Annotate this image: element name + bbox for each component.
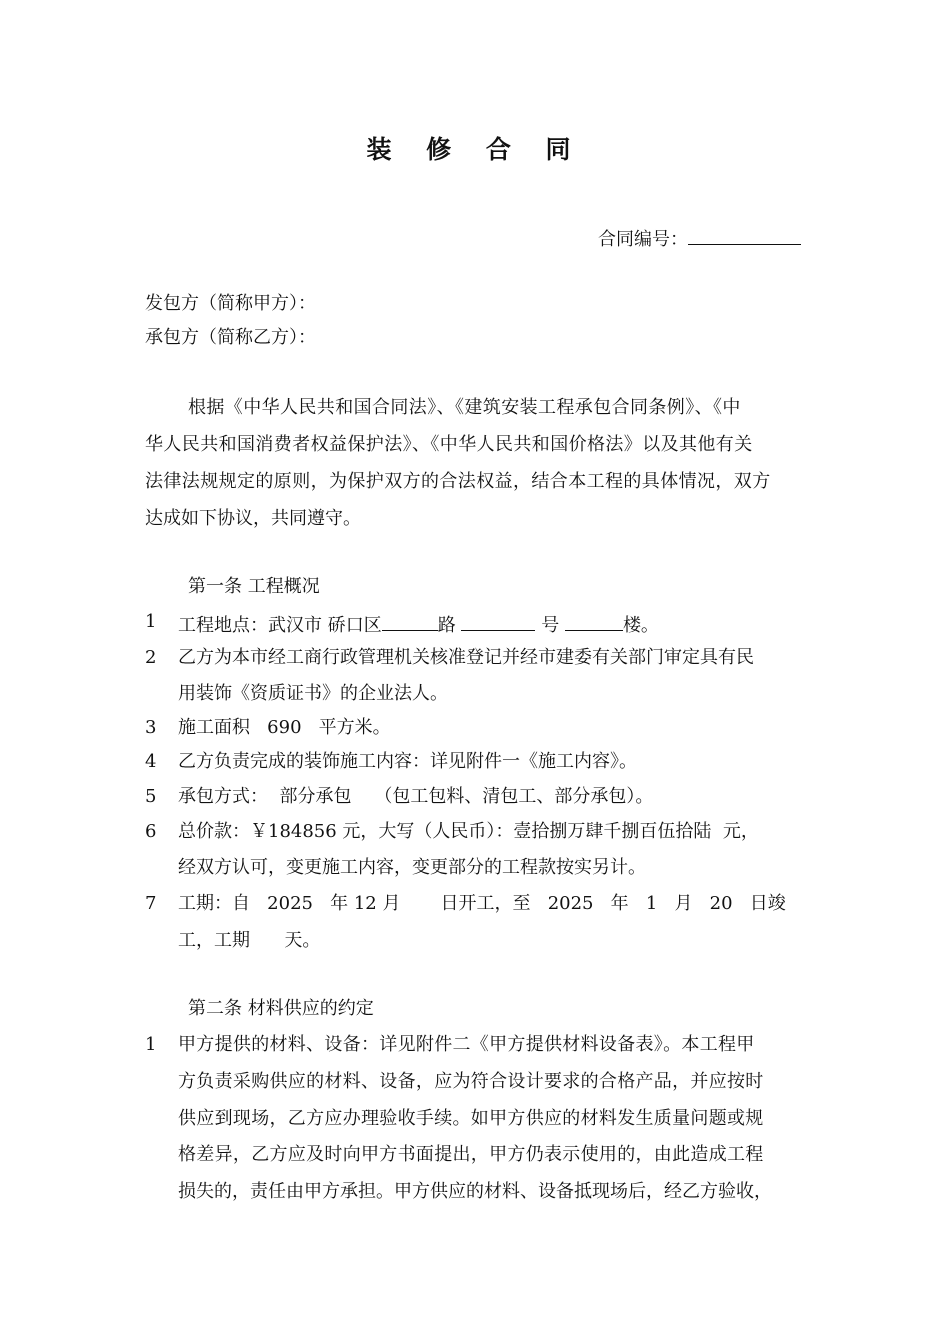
contract-number: [598, 224, 801, 252]
number-blank: [461, 610, 535, 631]
material-supply-line-3: 供应到现场，乙方应办理验收手续。如甲方供应的材料发生质量问题或规: [178, 1108, 764, 1129]
contracting-method: 承包方式： 部分承包 （包工包料、清包工、部分承包）。: [178, 786, 654, 807]
article-2-heading: 第二条 材料供应的约定: [188, 998, 374, 1019]
item-number: 6: [145, 821, 157, 842]
preamble-line-3: 法律法规规定的原则，为保护双方的合法权益，结合本工程的具体情况，双方: [145, 471, 771, 492]
party-a-line: 发包方（简称甲方）：: [145, 293, 316, 314]
construction-period-line-2: 工，工期 天。: [178, 930, 321, 951]
item-number: 2: [145, 647, 157, 668]
item-number: 4: [145, 751, 157, 772]
contract-number-label: 合同编号：: [598, 229, 688, 250]
contract-number-blank: [688, 224, 801, 245]
building-label: 楼。: [622, 615, 659, 636]
material-supply-line-2: 方负责采购供应的材料、设备，应为符合设计要求的合格产品，并应按时: [178, 1071, 764, 1092]
total-price-line-2: 经双方认可，变更施工内容，变更部分的工程款按实另计。: [178, 857, 646, 878]
party-b-line: 承包方（简称乙方）：: [145, 327, 316, 348]
total-price-line-1: 总价款：￥184856 元，大写（人民币）：壹拾捌万肆千捌百伍拾陆 元，: [178, 821, 759, 842]
construction-area: 施工面积 690 平方米。: [178, 717, 391, 738]
page-title: 装 修 合 同: [366, 135, 584, 164]
number-label: 号: [541, 615, 560, 636]
preamble-line-4: 达成如下协议，共同遵守。: [145, 508, 361, 529]
building-blank: [565, 610, 623, 631]
material-supply-line-5: 损失的，责任由甲方承担。甲方供应的材料、设备抵现场后，经乙方验收，: [178, 1181, 772, 1202]
article-1-heading: 第一条 工程概况: [188, 576, 320, 597]
item-number: 1: [145, 1034, 157, 1055]
road-blank: [382, 610, 438, 631]
qualification-line-1: 乙方为本市经工商行政管理机关核准登记并经市建委有关部门审定具有民: [178, 647, 754, 668]
construction-period-line-1: 工期：自 2025 年 12 月 日开工，至 2025 年 1 月 20 日竣: [178, 893, 786, 914]
preamble-line-1: 根据《中华人民共和国合同法》、《建筑安装工程承包合同条例》、《中: [188, 397, 741, 418]
construction-content: 乙方负责完成的装饰施工内容：详见附件一《施工内容》。: [178, 751, 637, 772]
qualification-line-2: 用装饰《资质证书》的企业法人。: [178, 683, 448, 704]
material-supply-line-1: 甲方提供的材料、设备：详见附件二《甲方提供材料设备表》。本工程甲: [178, 1034, 755, 1055]
item-number: 5: [145, 786, 157, 807]
preamble-line-2: 华人民共和国消费者权益保护法》、《中华人民共和国价格法》以及其他有关: [145, 434, 753, 455]
location-text: 工程地点：武汉市 硚口区: [178, 615, 382, 636]
item-number: 7: [145, 893, 157, 914]
item-number: 1: [145, 611, 157, 632]
item-number: 3: [145, 717, 157, 738]
material-supply-line-4: 格差异，乙方应及时向甲方书面提出，甲方仍表示使用的，由此造成工程: [178, 1144, 764, 1165]
road-label: 路: [437, 615, 456, 636]
project-location: [178, 610, 659, 638]
